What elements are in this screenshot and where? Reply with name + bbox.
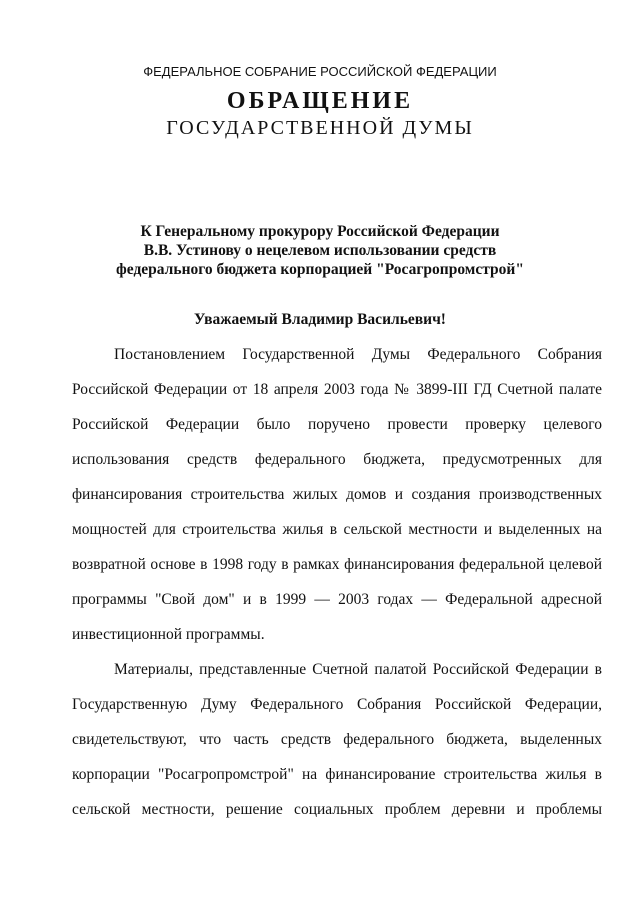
document-type-title: ОБРАЩЕНИЕ [226,88,414,114]
body-line: Российской Федерации от 18 апреля 2003 года № 3899-III ГД Счетной палате [72,381,602,398]
body-line: свидетельствуют, что часть средств федерального бюджета, выделенных [72,731,602,748]
subject-line: В.В. Устинову о нецелевом использовании средств [143,242,497,259]
salutation: Уважаемый Владимир Васильевич! [194,311,446,328]
subject-line: К Генеральному прокурору Российской Федерации [140,223,500,240]
organization-heading: ФЕДЕРАЛЬНОЕ СОБРАНИЕ РОССИЙСКОЙ ФЕДЕРАЦИИ [143,64,497,79]
body-line: инвестиционной программы. [72,626,265,643]
body-line: корпорации "Росагропромстрой" на финансирование строительства жилья в [72,766,602,783]
body-line: использования средств федерального бюджета, предусмотренных для [72,451,602,468]
body-line: программы "Свой дом" и в 1999 — 2003 годах — Федеральной адресной [72,591,602,608]
body-line: Государственную Думу Федерального Собрания Российской Федерации, [72,696,602,713]
document-author-heading: ГОСУДАРСТВЕННОЙ ДУМЫ [166,117,474,139]
body-line: Российской Федерации было поручено провести проверку целевого [72,416,602,433]
subject-block [0,222,640,279]
body-line: возвратной основе в 1998 году в рамках финансирования федеральной целевой [72,556,602,573]
body-line: Постановлением Государственной Думы Федерального Собрания [114,346,602,363]
body-line: сельской местности, решение социальных проблем деревни и проблемы [72,801,602,818]
body-line: мощностей для строительства жилья в сельской местности и выделенных на [72,521,602,538]
body-line: финансирования строительства жилых домов и создания производственных [72,486,602,503]
subject-line: федерального бюджета корпорацией "Росагропромстрой" [116,261,524,278]
body-line: Материалы, представленные Счетной палатой Российской Федерации в [114,661,602,678]
